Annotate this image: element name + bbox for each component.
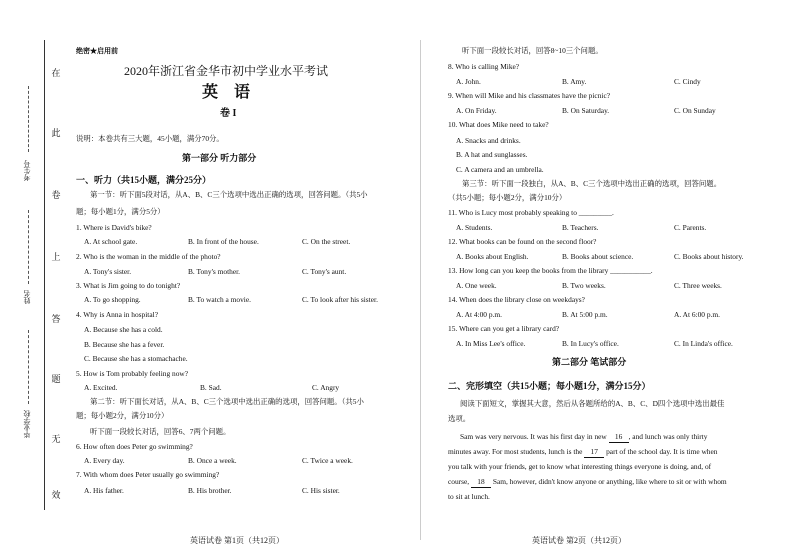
exam-note: 说明：本卷共有三大题，45小题，满分70分。 [76,134,224,143]
passage-text: Sam was very nervous. It was his first day in new [460,432,609,441]
name-label: 姓名 [23,290,31,304]
option-c: C. Books about history. [674,252,744,261]
listening-heading: 一、听力（共15小题，满分25分） [76,175,212,185]
question-15: 15. Where can you get a library card? [448,324,560,333]
section2-subintro-2: 听下面一段较长对话，回答8~10三个问题。 [462,46,603,55]
option-c: C. On the street. [302,237,351,246]
section2-instruction-cont: 题；每小题2分，满分10分） [76,411,169,420]
option-b: B. At 5:00 p.m. [562,310,608,319]
question-8: 8. Who is calling Mike? [448,62,520,71]
name-line [28,210,29,284]
question-10: 10. What does Mike need to take? [448,120,549,129]
option-b: B. Books about science. [562,252,634,261]
option-a: A. John. [456,77,481,86]
cloze-instruction-cont: 选项。 [448,414,471,423]
option-c: A. At 6:00 p.m. [674,310,720,319]
binding-char: 卷 [51,190,61,200]
question-1: 1. Where is David's bike? [76,223,152,232]
section3-instruction: 第三节：听下面一段独白，从A、B、C三个选项中选出正确的选项，回答问题。 [462,179,722,188]
section2-instruction: 第二节：听下面长对话，从A、B、C三个选项中选出正确的选项，回答问题。（共5小 [90,397,364,406]
option-c: C. Angry [312,383,340,392]
passage-text: Sam, however, didn't know anyone or anything, like where to sit or with whom [490,477,727,486]
passage-line-2 [448,447,717,458]
option-b: B. A hat and sunglasses. [456,150,528,159]
option-b: B. Teachers. [562,223,599,232]
section1-instruction: 第一节：听下面5段对话，从A、B、C三个选项中选出正确的选项，回答问题。（共5小 [90,190,368,199]
page-2-footer: 英语试卷 第2页（共12页） [532,536,626,545]
option-b: B. His brother. [188,486,232,495]
question-2: 2. Who is the woman in the middle of the photo? [76,252,221,261]
exam-number-label: 考生号 [23,160,31,181]
question-9: 9. When will Mike and his classmates have the picnic? [448,91,611,100]
option-b: B. Two weeks. [562,281,606,290]
question-14: 14. When does the library close on weekdays? [448,295,585,304]
school-label: 毕业学校 [23,410,31,438]
question-13: 13. How long can you keep the books from the library ___________. [448,266,653,275]
volume-title: 卷 I [220,108,237,119]
option-c: C. To look after his sister. [302,295,378,304]
binding-line [44,40,45,510]
option-a: A. Snacks and drinks. [456,136,521,145]
cloze-instruction: 阅读下面短文，掌握其大意，然后从各题所给的A、B、C、D四个选项中选出最佳 [460,399,725,408]
option-a: A. His father. [84,486,124,495]
option-c: C. On Sunday [674,106,716,115]
part-one-heading: 第一部分 听力部分 [182,153,257,163]
option-a: A. Every day. [84,456,125,465]
question-7: 7. With whom does Peter usually go swimming? [76,470,220,479]
subject-title: 英 语 [202,84,257,101]
question-6: 6. How often does Peter go swimming? [76,442,193,451]
blank-17: 17 [584,447,604,458]
binding-margin [0,0,72,560]
option-a: A. In Miss Lee's office. [456,339,526,348]
option-b: B. Sad. [200,383,222,392]
passage-text: part of the school day. It is time when [604,447,718,456]
option-b: B. Tony's mother. [188,267,241,276]
option-c: C. Parents. [674,223,707,232]
option-c: C. Cindy [674,77,701,86]
school-line [28,330,29,404]
option-a: A. At 4:00 p.m. [456,310,502,319]
passage-line-5: to sit at lunch. [448,492,490,501]
option-a: A. Excited. [84,383,118,392]
binding-char: 效 [51,490,61,500]
exam-number-line [28,86,29,152]
option-a: A. Because she has a cold. [84,325,163,334]
question-5: 5. How is Tom probably feeling now? [76,369,189,378]
confidential-mark: 绝密★启用前 [76,47,118,55]
option-a: A. At school gate. [84,237,138,246]
option-c: C. Because she has a stomachache. [84,354,188,363]
option-b: B. Amy. [562,77,587,86]
exam-title: 2020年浙江省金华市初中学业水平考试 [124,64,329,78]
option-b: B. Once a week. [188,456,237,465]
passage-line-1 [460,432,707,443]
option-c: C. Twice a week. [302,456,353,465]
cloze-heading: 二、完形填空（共15小题；每小题1分，满分15分） [448,381,651,391]
option-c: C. In Linda's office. [674,339,733,348]
option-a: A. On Friday. [456,106,497,115]
option-a: A. To go shopping. [84,295,141,304]
passage-text: , and lunch was only thirty [628,432,708,441]
passage-line-4 [448,477,727,488]
part-two-heading: 第二部分 笔试部分 [552,357,627,367]
option-b: B. On Saturday. [562,106,610,115]
question-12: 12. What books can be found on the second floor? [448,237,597,246]
binding-char: 上 [51,252,61,262]
option-a: A. Books about English. [456,252,529,261]
binding-char: 在 [51,68,61,78]
page-1 [74,0,394,560]
option-b: B. In front of the house. [188,237,259,246]
page-divider [420,40,421,540]
passage-text: minutes away. For most students, lunch is the [448,447,585,456]
page-2 [446,0,776,560]
option-c: C. Three weeks. [674,281,722,290]
section1-instruction-cont: 题；每小题1分，满分5分） [76,207,165,216]
binding-char: 答 [51,314,61,324]
blank-16: 16 [609,432,629,443]
option-c: C. His sister. [302,486,340,495]
blank-18: 18 [471,477,491,488]
binding-char: 题 [51,374,61,384]
binding-char: 无 [51,434,61,444]
option-b: B. Because she has a fever. [84,340,165,349]
option-b: B. To watch a movie. [188,295,251,304]
option-a: A. Students. [456,223,493,232]
passage-line-3: you talk with your friends, get to know what interesting things everyone is doing, and, of [448,462,712,471]
section3-instruction-cont: （共5小题；每小题2分，满分10分） [448,193,567,202]
option-a: A. Tony's sister. [84,267,132,276]
option-c: C. Tony's aunt. [302,267,347,276]
option-a: A. One week. [456,281,497,290]
page-1-footer: 英语试卷 第1页（共12页） [190,536,284,545]
question-4: 4. Why is Anna in hospital? [76,310,158,319]
section2-subintro: 听下面一段较长对话，回答6、7两个问题。 [90,427,231,436]
question-11: 11. Who is Lucy most probably speaking to _________. [448,208,614,217]
binding-char: 此 [51,128,61,138]
question-3: 3. What is Jim going to do tonight? [76,281,181,290]
option-b: B. In Lucy's office. [562,339,619,348]
passage-text: course, [448,477,471,486]
option-c: C. A camera and an umbrella. [456,165,544,174]
